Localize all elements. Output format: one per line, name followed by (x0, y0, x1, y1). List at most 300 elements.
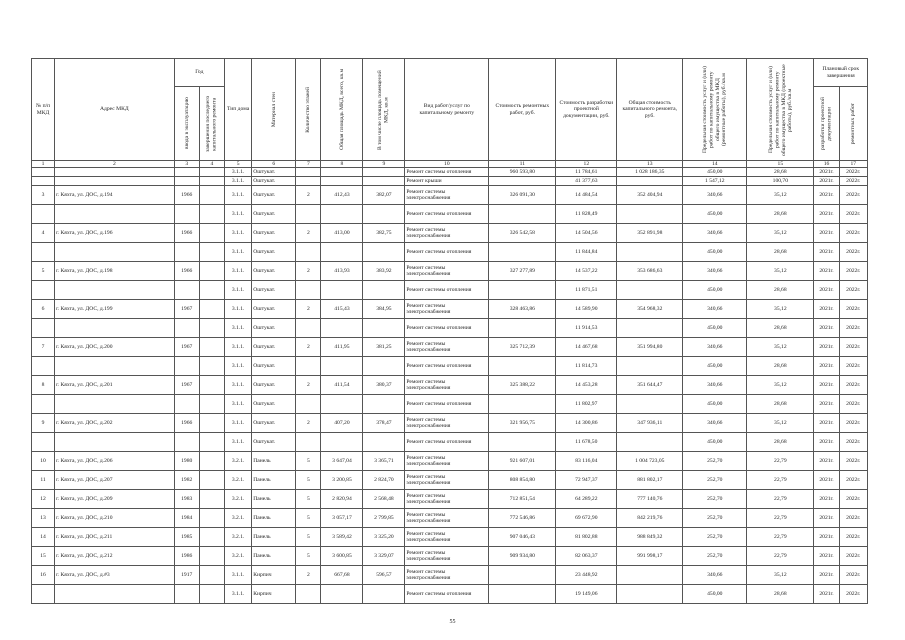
table-row (32, 205, 868, 224)
cell-work-type: Ремонт системы отопления (405, 357, 489, 376)
cell-repair-cost: 960 593,80 (489, 168, 556, 177)
cell-year-built: 1983 (174, 490, 199, 509)
cell-limit-cost-2: 22,79 (747, 490, 814, 509)
cell-total-cost (617, 433, 683, 452)
cell-address: г. Кяхта, ул. ДОС, д.201 (55, 376, 175, 395)
cell-total-area (321, 585, 363, 604)
cell-address: г. Кяхта, ул. ДОС, д.198 (55, 262, 175, 281)
cell-address (55, 177, 175, 186)
cell-year-overhaul (199, 452, 224, 471)
cell-year-overhaul (199, 224, 224, 243)
cell-year-built: 1982 (174, 471, 199, 490)
cell-limit-cost-2: 35,12 (747, 566, 814, 585)
cell-limit-cost-1: 450,00 (683, 319, 747, 338)
cell-deadline-repair: 2022г. (839, 585, 867, 604)
cell-year-built (174, 243, 199, 262)
cell-limit-cost-1: 252,70 (683, 528, 747, 547)
cell-work-type: Ремонт системы электроснабжения (405, 300, 489, 319)
cell-house-type: 3.1.1. (224, 395, 251, 414)
cell-project-cost: 11 828,49 (556, 205, 617, 224)
cell-total-area: 3 600,85 (321, 547, 363, 566)
cell-repair-cost: 321 956,75 (489, 414, 556, 433)
header-year-group: Год (174, 59, 224, 87)
cell-deadline-repair: 2022г. (839, 490, 867, 509)
cell-project-cost: 14 467,68 (556, 338, 617, 357)
header-total-cost: Общая стоимость капитального ремонта, руб. (617, 59, 683, 161)
cell-house-type: 3.1.1. (224, 243, 251, 262)
cell-limit-cost-1: 450,00 (683, 395, 747, 414)
cell-address (55, 585, 175, 604)
cell-year-built: 1917 (174, 566, 199, 585)
cell-floors (296, 357, 321, 376)
column-number: 6 (252, 161, 296, 168)
cell-year-overhaul (199, 243, 224, 262)
cell-limit-cost-2: 35,12 (747, 186, 814, 205)
cell-floors (296, 177, 321, 186)
cell-deadline-repair: 2022г. (839, 205, 867, 224)
cell-work-type: Ремонт системы отопления (405, 395, 489, 414)
cell-house-type: 3.1.1. (224, 224, 251, 243)
cell-total-area: 411,54 (321, 376, 363, 395)
column-number: 14 (683, 161, 747, 168)
cell-limit-cost-2: 28,68 (747, 168, 814, 177)
cell-deadline-repair: 2022г. (839, 300, 867, 319)
cell-limit-cost-2: 35,12 (747, 376, 814, 395)
cell-address (55, 205, 175, 224)
header-wall-material: Материал стен (270, 91, 277, 128)
cell-deadline-repair: 2022г. (839, 243, 867, 262)
cell-address (55, 357, 175, 376)
cell-house-type: 3.1.1. (224, 168, 251, 177)
cell-n: 14 (32, 528, 55, 547)
cell-project-cost: 81 802,88 (556, 528, 617, 547)
cell-address (55, 281, 175, 300)
cell-limit-cost-1: 252,70 (683, 547, 747, 566)
cell-year-built (174, 395, 199, 414)
cell-house-type: 3.2.1. (224, 471, 251, 490)
cell-total-area: 2 820,94 (321, 490, 363, 509)
cell-work-type: Ремонт системы электроснабжения (405, 186, 489, 205)
cell-limit-cost-2: 28,68 (747, 395, 814, 414)
table-row (32, 186, 868, 205)
cell-total-area (321, 243, 363, 262)
cell-living-area (363, 357, 405, 376)
cell-repair-cost (489, 243, 556, 262)
column-number: 10 (405, 161, 489, 168)
cell-work-type: Ремонт системы электроснабжения (405, 414, 489, 433)
cell-house-type: 3.1.1. (224, 262, 251, 281)
cell-floors (296, 168, 321, 177)
cell-deadline-project: 2021г. (814, 452, 839, 471)
cell-wall-material: Оштукат. (252, 338, 296, 357)
cell-total-cost: 351 994,80 (617, 338, 683, 357)
cell-n: 8 (32, 376, 55, 395)
cell-year-overhaul (199, 376, 224, 395)
header-total-area: Общая площадь МКД, всего, кв.м (338, 69, 345, 150)
cell-total-area: 411,95 (321, 338, 363, 357)
cell-work-type: Ремонт системы электроснабжения (405, 452, 489, 471)
table-row (32, 300, 868, 319)
cell-total-area (321, 395, 363, 414)
cell-deadline-repair: 2022г. (839, 186, 867, 205)
cell-repair-cost (489, 395, 556, 414)
cell-year-built (174, 357, 199, 376)
cell-house-type: 3.1.1. (224, 357, 251, 376)
cell-floors: 2 (296, 414, 321, 433)
cell-address (55, 243, 175, 262)
cell-limit-cost-2: 22,79 (747, 509, 814, 528)
cell-year-overhaul (199, 471, 224, 490)
cell-year-overhaul (199, 338, 224, 357)
cell-year-overhaul (199, 300, 224, 319)
cell-deadline-repair: 2022г. (839, 376, 867, 395)
cell-project-cost: 11 914,53 (556, 319, 617, 338)
cell-limit-cost-1: 252,70 (683, 509, 747, 528)
cell-total-area (321, 205, 363, 224)
column-number: 13 (617, 161, 683, 168)
cell-address: г. Кяхта, ул. ДОС, д.200 (55, 338, 175, 357)
cell-total-cost (617, 357, 683, 376)
cell-floors: 2 (296, 224, 321, 243)
cell-n: 7 (32, 338, 55, 357)
cell-deadline-project: 2021г. (814, 281, 839, 300)
cell-house-type: 3.1.1. (224, 281, 251, 300)
cell-limit-cost-1: 450,00 (683, 243, 747, 262)
table-row (32, 585, 868, 604)
table-row (32, 376, 868, 395)
cell-living-area (363, 177, 405, 186)
cell-limit-cost-1: 450,00 (683, 357, 747, 376)
cell-repair-cost: 325 388,22 (489, 376, 556, 395)
cell-deadline-repair: 2022г. (839, 414, 867, 433)
cell-deadline-project: 2021г. (814, 490, 839, 509)
cell-deadline-repair: 2022г. (839, 357, 867, 376)
cell-limit-cost-2: 100,70 (747, 177, 814, 186)
table-row (32, 243, 868, 262)
cell-n: 6 (32, 300, 55, 319)
cell-limit-cost-2: 22,79 (747, 452, 814, 471)
cell-deadline-project: 2021г. (814, 414, 839, 433)
cell-year-built (174, 319, 199, 338)
header-floors: Количество этажей (305, 86, 312, 133)
header-house-type: Тип дома (224, 59, 251, 161)
cell-living-area (363, 395, 405, 414)
header-deadline-repair: ремонтных работ (850, 102, 857, 145)
cell-floors: 2 (296, 338, 321, 357)
cell-deadline-repair: 2022г. (839, 281, 867, 300)
table-row (32, 177, 868, 186)
cell-living-area (363, 281, 405, 300)
cell-total-area: 3 057,17 (321, 509, 363, 528)
header-limit-cost-2: Предельная стоимость услуг и (или) работ по капитальному ремонту общего имущества в МКД (проектные работы), руб./кв.м (767, 63, 793, 156)
cell-total-area: 415,43 (321, 300, 363, 319)
cell-wall-material: Панель (252, 528, 296, 547)
cell-limit-cost-2: 35,12 (747, 414, 814, 433)
cell-living-area (363, 319, 405, 338)
cell-deadline-project: 2021г. (814, 528, 839, 547)
cell-deadline-repair: 2022г. (839, 338, 867, 357)
cell-repair-cost (489, 566, 556, 585)
cell-n (32, 168, 55, 177)
cell-n (32, 585, 55, 604)
cell-living-area: 2 824,70 (363, 471, 405, 490)
cell-living-area: 3 365,71 (363, 452, 405, 471)
cell-floors: 5 (296, 547, 321, 566)
cell-limit-cost-1: 450,00 (683, 433, 747, 452)
cell-house-type: 3.2.1. (224, 452, 251, 471)
cell-project-cost: 64 289,22 (556, 490, 617, 509)
cell-n: 9 (32, 414, 55, 433)
cell-total-cost: 352 891,98 (617, 224, 683, 243)
cell-living-area: 378,47 (363, 414, 405, 433)
cell-total-cost: 1 028 186,35 (617, 168, 683, 177)
cell-deadline-project: 2021г. (814, 433, 839, 452)
cell-project-cost: 11 871,51 (556, 281, 617, 300)
cell-year-built (174, 205, 199, 224)
cell-total-area: 413,93 (321, 262, 363, 281)
table-row (32, 414, 868, 433)
cell-limit-cost-1: 450,00 (683, 205, 747, 224)
cell-n: 16 (32, 566, 55, 585)
column-number: 4 (199, 161, 224, 168)
cell-year-built: 1966 (174, 224, 199, 243)
cell-n: 4 (32, 224, 55, 243)
header-limit-cost-1: Предельная стоимость услуг и (или) работ по капитальному ремонту общего имущества в МКД (ремонтные работы), руб./кв.м (701, 66, 728, 153)
cell-project-cost: 11 802,97 (556, 395, 617, 414)
table-row (32, 338, 868, 357)
cell-deadline-project: 2021г. (814, 262, 839, 281)
column-number: 5 (224, 161, 251, 168)
cell-limit-cost-1: 252,70 (683, 490, 747, 509)
cell-total-area: 3 200,85 (321, 471, 363, 490)
cell-wall-material: Оштукат. (252, 205, 296, 224)
cell-total-area: 412,43 (321, 186, 363, 205)
cell-year-built: 1985 (174, 528, 199, 547)
cell-n: 15 (32, 547, 55, 566)
cell-total-cost (617, 243, 683, 262)
column-number-row (32, 161, 868, 168)
table-row (32, 490, 868, 509)
column-number: 8 (321, 161, 363, 168)
cell-wall-material: Оштукат. (252, 224, 296, 243)
cell-total-area (321, 433, 363, 452)
cell-repair-cost: 907 046,43 (489, 528, 556, 547)
cell-project-cost: 11 784,61 (556, 168, 617, 177)
cell-project-cost: 14 453,28 (556, 376, 617, 395)
column-number: 9 (363, 161, 405, 168)
cell-project-cost: 19 149,06 (556, 585, 617, 604)
cell-floors: 2 (296, 566, 321, 585)
cell-deadline-repair: 2022г. (839, 262, 867, 281)
cell-deadline-project: 2021г. (814, 224, 839, 243)
cell-project-cost: 72 947,37 (556, 471, 617, 490)
cell-living-area: 382,75 (363, 224, 405, 243)
cell-n (32, 205, 55, 224)
cell-limit-cost-1: 340,66 (683, 224, 747, 243)
cell-limit-cost-2: 28,68 (747, 243, 814, 262)
table-row (32, 509, 868, 528)
cell-year-overhaul (199, 509, 224, 528)
cell-living-area: 3 329,07 (363, 547, 405, 566)
cell-deadline-project: 2021г. (814, 471, 839, 490)
cell-year-overhaul (199, 414, 224, 433)
cell-total-area: 667,68 (321, 566, 363, 585)
cell-floors (296, 585, 321, 604)
column-number: 17 (839, 161, 867, 168)
cell-house-type: 3.1.1. (224, 186, 251, 205)
column-number: 7 (296, 161, 321, 168)
cell-living-area: 383,92 (363, 262, 405, 281)
cell-n (32, 319, 55, 338)
cell-wall-material: Оштукат. (252, 168, 296, 177)
cell-house-type: 3.1.1. (224, 205, 251, 224)
cell-n (32, 281, 55, 300)
column-number: 11 (489, 161, 556, 168)
cell-repair-cost (489, 281, 556, 300)
cell-total-cost (617, 319, 683, 338)
cell-year-overhaul (199, 528, 224, 547)
cell-wall-material: Оштукат. (252, 177, 296, 186)
cell-total-cost (617, 585, 683, 604)
cell-limit-cost-2: 22,79 (747, 547, 814, 566)
cell-floors: 5 (296, 452, 321, 471)
cell-repair-cost: 327 277,89 (489, 262, 556, 281)
cell-year-overhaul (199, 168, 224, 177)
cell-total-cost: 777 140,76 (617, 490, 683, 509)
cell-address: г. Кяхта, ул. ДОС, д.206 (55, 452, 175, 471)
cell-house-type: 3.1.1. (224, 585, 251, 604)
cell-repair-cost: 909 934,80 (489, 547, 556, 566)
cell-work-type: Ремонт системы электроснабжения (405, 509, 489, 528)
table-row (32, 262, 868, 281)
cell-limit-cost-2: 35,12 (747, 224, 814, 243)
cell-deadline-repair: 2022г. (839, 471, 867, 490)
cell-deadline-project: 2021г. (814, 243, 839, 262)
cell-project-cost: 14 300,86 (556, 414, 617, 433)
cell-floors: 5 (296, 509, 321, 528)
cell-repair-cost (489, 585, 556, 604)
cell-total-cost: 881 802,17 (617, 471, 683, 490)
cell-total-cost (617, 395, 683, 414)
cell-project-cost: 14 484,54 (556, 186, 617, 205)
cell-address: г. Кяхта, ул. ДОС, д.196 (55, 224, 175, 243)
cell-floors: 5 (296, 490, 321, 509)
cell-address: г. Кяхта, ул. ДОС, д.211 (55, 528, 175, 547)
cell-limit-cost-1: 1 547,12 (683, 177, 747, 186)
cell-limit-cost-1: 450,00 (683, 585, 747, 604)
cell-year-overhaul (199, 566, 224, 585)
cell-wall-material: Панель (252, 509, 296, 528)
cell-deadline-project: 2021г. (814, 177, 839, 186)
cell-total-area: 3 647,04 (321, 452, 363, 471)
cell-living-area (363, 243, 405, 262)
cell-project-cost: 41 377,63 (556, 177, 617, 186)
table-row (32, 471, 868, 490)
cell-total-cost: 1 004 723,05 (617, 452, 683, 471)
cell-work-type: Ремонт системы электроснабжения (405, 338, 489, 357)
cell-address: г. Кяхта, ул. ДОС, д.#3 (55, 566, 175, 585)
header-work-type: Вид работ/услуг по капитальному ремонту (405, 59, 489, 161)
cell-address: г. Кяхта, ул. ДОС, д.212 (55, 547, 175, 566)
cell-work-type: Ремонт системы отопления (405, 319, 489, 338)
header-n: № п/п МКД (32, 59, 55, 161)
cell-repair-cost: 328 463,86 (489, 300, 556, 319)
cell-n (32, 395, 55, 414)
cell-deadline-project: 2021г. (814, 300, 839, 319)
cell-total-cost (617, 281, 683, 300)
cell-limit-cost-2: 22,79 (747, 471, 814, 490)
cell-work-type: Ремонт системы отопления (405, 433, 489, 452)
cell-deadline-repair: 2022г. (839, 528, 867, 547)
cell-year-overhaul (199, 177, 224, 186)
cell-n (32, 433, 55, 452)
cell-work-type: Ремонт системы электроснабжения (405, 566, 489, 585)
cell-year-overhaul (199, 433, 224, 452)
cell-limit-cost-1: 450,00 (683, 168, 747, 177)
cell-deadline-project: 2021г. (814, 395, 839, 414)
cell-floors (296, 433, 321, 452)
cell-limit-cost-2: 28,68 (747, 433, 814, 452)
header-project-cost: Стоимость разработки проектной документации, руб. (556, 59, 617, 161)
cell-deadline-project: 2021г. (814, 585, 839, 604)
cell-total-cost: 842 219,76 (617, 509, 683, 528)
cell-living-area: 380,37 (363, 376, 405, 395)
cell-house-type: 3.2.1. (224, 509, 251, 528)
cell-deadline-project: 2021г. (814, 186, 839, 205)
cell-house-type: 3.1.1. (224, 319, 251, 338)
cell-address: г. Кяхта, ул. ДОС, д.209 (55, 490, 175, 509)
cell-limit-cost-2: 28,68 (747, 585, 814, 604)
cell-deadline-repair: 2022г. (839, 547, 867, 566)
cell-work-type: Ремонт системы электроснабжения (405, 224, 489, 243)
cell-deadline-repair: 2022г. (839, 319, 867, 338)
cell-address: г. Кяхта, ул. ДОС, д.202 (55, 414, 175, 433)
cell-deadline-project: 2021г. (814, 509, 839, 528)
header-repair-cost: Стоимость ремонтных работ, руб. (489, 59, 556, 161)
cell-work-type: Ремонт системы отопления (405, 243, 489, 262)
table-row (32, 433, 868, 452)
cell-year-built (174, 585, 199, 604)
cell-wall-material: Кирпич (252, 585, 296, 604)
cell-floors (296, 319, 321, 338)
cell-n: 11 (32, 471, 55, 490)
cell-year-built: 1980 (174, 452, 199, 471)
column-number: 3 (174, 161, 199, 168)
cell-work-type: Ремонт крыши (405, 177, 489, 186)
cell-limit-cost-1: 450,00 (683, 281, 747, 300)
header-year-built: ввода в эксплуатацию (183, 97, 190, 150)
cell-work-type: Ремонт системы отопления (405, 168, 489, 177)
cell-address: г. Кяхта, ул. ДОС, д.199 (55, 300, 175, 319)
cell-address: г. Кяхта, ул. ДОС, д.194 (55, 186, 175, 205)
cell-year-overhaul (199, 186, 224, 205)
column-number: 2 (55, 161, 175, 168)
cell-limit-cost-1: 340,66 (683, 566, 747, 585)
cell-repair-cost: 772 546,86 (489, 509, 556, 528)
cell-total-area (321, 357, 363, 376)
cell-address (55, 168, 175, 177)
cell-year-built (174, 177, 199, 186)
cell-deadline-repair: 2022г. (839, 452, 867, 471)
cell-total-cost: 988 849,32 (617, 528, 683, 547)
cell-n (32, 177, 55, 186)
cell-deadline-repair: 2022г. (839, 224, 867, 243)
cell-deadline-repair: 2022г. (839, 509, 867, 528)
cell-repair-cost (489, 177, 556, 186)
table-row (32, 168, 868, 177)
cell-house-type: 3.2.1. (224, 547, 251, 566)
cell-total-area (321, 177, 363, 186)
